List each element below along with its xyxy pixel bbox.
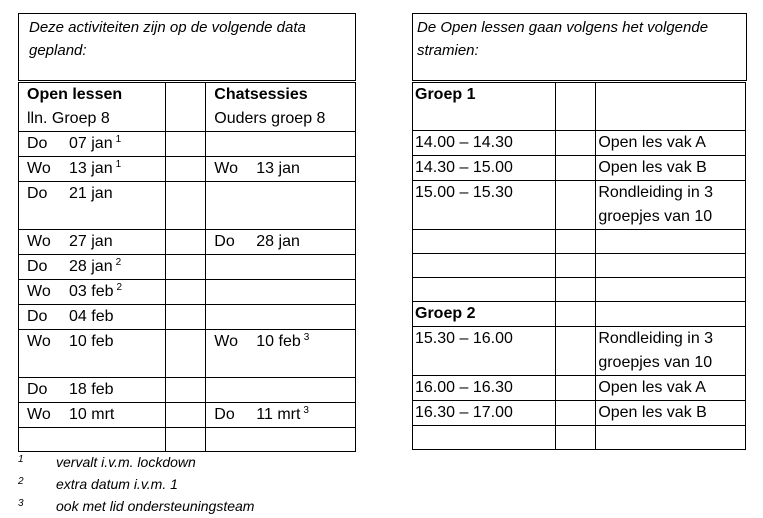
chat-session-cell xyxy=(206,182,356,230)
chat-day: Do xyxy=(214,406,235,423)
right-caption xyxy=(412,13,747,81)
chat-date: 13 jan xyxy=(256,160,300,177)
header-open-lessons xyxy=(19,83,166,132)
footnote-text: ook met lid ondersteuningsteam xyxy=(56,498,255,514)
table-row xyxy=(413,401,746,426)
schedule-table xyxy=(18,82,356,452)
open-date: 28 jan xyxy=(69,258,113,275)
left-caption-text: Deze activiteiten zijn op de volgende data gepland: xyxy=(29,19,306,59)
time-cell: 14.30 – 15.00 xyxy=(413,156,556,181)
open-day: Wo xyxy=(27,406,51,423)
table-row xyxy=(19,182,356,230)
open-lesson-cell xyxy=(19,378,166,403)
table-row xyxy=(19,255,356,280)
activity-cell: Open les vak B xyxy=(596,156,746,181)
open-lesson-cell xyxy=(19,403,166,428)
group1-header-row xyxy=(413,83,746,131)
chat-date: 10 feb xyxy=(256,333,301,350)
chat-session-cell xyxy=(206,230,356,255)
header-chat-title: Chatsessies xyxy=(214,86,308,103)
group2-header-row xyxy=(413,302,746,327)
open-day: Do xyxy=(27,381,48,398)
footnote-mark: 2 xyxy=(18,476,24,487)
table-row xyxy=(19,157,356,182)
table-row xyxy=(19,428,356,452)
open-lesson-cell xyxy=(19,157,166,182)
header-empty xyxy=(166,83,206,132)
chat-session-cell xyxy=(206,255,356,280)
open-lesson-cell xyxy=(19,182,166,230)
table-row xyxy=(413,278,746,302)
open-date: 04 feb xyxy=(69,308,114,325)
footnote-ref: 2 xyxy=(115,257,122,268)
activity-cell: Open les vak A xyxy=(596,376,746,401)
header-open-sub: lln. Groep 8 xyxy=(27,110,110,127)
table-row xyxy=(19,132,356,157)
table-row xyxy=(413,230,746,254)
activity-cell: Open les vak A xyxy=(596,131,746,156)
chat-session-cell xyxy=(206,330,356,378)
time-cell: 16.00 – 16.30 xyxy=(413,376,556,401)
open-date: 03 feb xyxy=(69,283,114,300)
open-day: Do xyxy=(27,308,48,325)
footnote-ref: 3 xyxy=(303,405,309,416)
open-lesson-cell xyxy=(19,132,166,157)
open-day: Wo xyxy=(27,283,51,300)
time-cell: 15.30 – 16.00 xyxy=(413,327,556,376)
open-day: Wo xyxy=(27,233,51,250)
chat-session-cell xyxy=(206,305,356,330)
table-row xyxy=(19,403,356,428)
open-date: 21 jan xyxy=(69,185,113,202)
table-header-row xyxy=(19,83,356,132)
chat-date: 28 jan xyxy=(256,233,300,250)
table-row xyxy=(19,330,356,378)
header-open-title: Open lessen xyxy=(27,86,123,103)
header-chat-sessions xyxy=(206,83,356,132)
open-day: Wo xyxy=(27,160,51,177)
open-lesson-cell xyxy=(19,255,166,280)
open-date: 07 jan xyxy=(69,135,113,152)
chat-session-cell xyxy=(206,378,356,403)
open-lesson-cell xyxy=(19,305,166,330)
footnote-ref: 3 xyxy=(303,332,310,343)
chat-session-cell xyxy=(206,280,356,305)
time-cell: 16.30 – 17.00 xyxy=(413,401,556,426)
table-row xyxy=(413,426,746,450)
open-lesson-cell xyxy=(19,230,166,255)
open-date: 27 jan xyxy=(69,233,113,250)
footnote-ref: 2 xyxy=(116,282,123,293)
footnote xyxy=(18,476,178,492)
table-row xyxy=(413,327,746,376)
open-lesson-cell xyxy=(19,280,166,305)
table-row xyxy=(19,378,356,403)
table-row xyxy=(413,376,746,401)
table-row xyxy=(413,131,746,156)
footnote-mark: 3 xyxy=(18,498,24,509)
open-day: Do xyxy=(27,185,48,202)
footnote-mark: 1 xyxy=(18,454,24,465)
chat-date: 11 mrt xyxy=(256,406,301,423)
footnote-text: vervalt i.v.m. lockdown xyxy=(56,454,196,470)
open-day: Do xyxy=(27,258,48,275)
open-date: 13 jan xyxy=(69,160,113,177)
header-chat-sub: Ouders groep 8 xyxy=(214,110,326,127)
activity-cell: Rondleiding in 3 groepjes van 10 xyxy=(596,181,746,230)
left-caption xyxy=(18,13,356,81)
footnote xyxy=(18,498,254,514)
group2-label: Groep 2 xyxy=(413,302,556,327)
table-row xyxy=(19,305,356,330)
time-cell: 15.00 – 15.30 xyxy=(413,181,556,230)
chat-day: Wo xyxy=(214,333,238,350)
footnote-text: extra datum i.v.m. 1 xyxy=(56,476,178,492)
open-date: 18 feb xyxy=(69,381,114,398)
timetable xyxy=(412,82,746,450)
footnote xyxy=(18,454,196,470)
footnote-ref: 1 xyxy=(115,134,122,145)
chat-day: Wo xyxy=(214,160,238,177)
right-caption-text: De Open lessen gaan volgens het volgende stramien: xyxy=(417,19,709,59)
chat-session-cell xyxy=(206,403,356,428)
group1-label: Groep 1 xyxy=(413,83,556,131)
open-date: 10 mrt xyxy=(69,406,115,423)
time-cell: 14.00 – 14.30 xyxy=(413,131,556,156)
activity-cell: Open les vak B xyxy=(596,401,746,426)
table-row xyxy=(19,230,356,255)
chat-session-cell xyxy=(206,132,356,157)
open-day: Wo xyxy=(27,333,51,350)
chat-session-cell xyxy=(206,157,356,182)
open-day: Do xyxy=(27,135,48,152)
activity-cell: Rondleiding in 3 groepjes van 10 xyxy=(596,327,746,376)
chat-day: Do xyxy=(214,233,235,250)
footnote-ref: 1 xyxy=(115,159,122,170)
table-row xyxy=(19,280,356,305)
open-date: 10 feb xyxy=(69,333,114,350)
table-row xyxy=(413,254,746,278)
table-row xyxy=(413,181,746,230)
open-lesson-cell xyxy=(19,330,166,378)
table-row xyxy=(413,156,746,181)
